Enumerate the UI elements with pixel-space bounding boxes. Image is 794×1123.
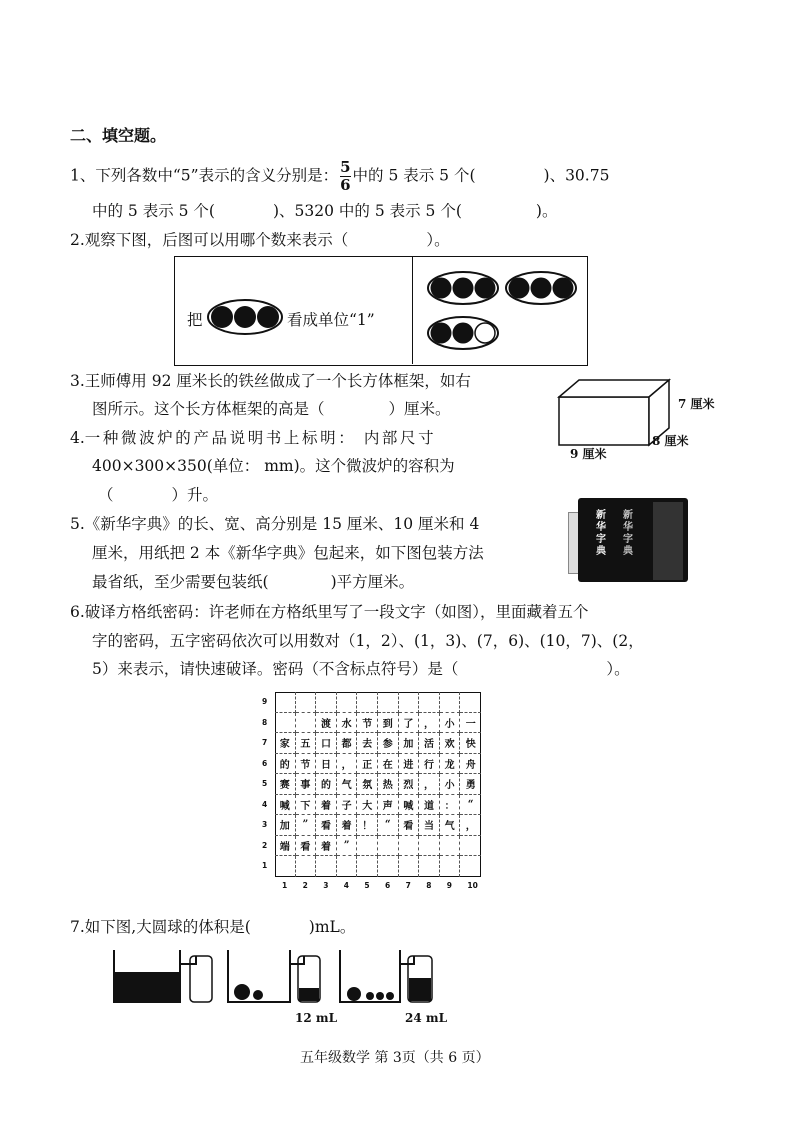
grid-cell: 五 <box>296 733 317 754</box>
grid-cell: ， <box>419 774 440 795</box>
grid-cell <box>399 836 420 857</box>
grid-cell: 到 <box>378 713 399 734</box>
q5-book-title-2: 新华字典 <box>623 510 633 557</box>
q7-label-24ml: 24 mL <box>405 1011 448 1025</box>
question-4-line-1 <box>70 427 436 449</box>
grid-cell: 小 <box>440 713 461 734</box>
question-6-line-3 <box>92 658 630 680</box>
grid-cell <box>316 692 337 713</box>
q1-text-a: 下列各数中“5”表示的含义分别是： <box>95 166 339 185</box>
grid-cell: 当 <box>419 815 440 836</box>
grid-cell: 的 <box>316 774 337 795</box>
grid-cell: 都 <box>337 733 358 754</box>
section-title: 二、填空题。 <box>70 126 167 145</box>
q5-number: 5. <box>70 515 85 533</box>
grid-cell <box>460 856 481 877</box>
grid-cell <box>357 856 378 877</box>
grid-cell: 烈 <box>399 774 420 795</box>
grid-y-label: 2 <box>262 840 268 850</box>
q7-number: 7. <box>70 918 85 936</box>
grid-cell: 小 <box>440 774 461 795</box>
grid-cell <box>378 856 399 877</box>
grid-cell: ， <box>337 754 358 775</box>
grid-cell: 一 <box>460 713 481 734</box>
big-ball <box>234 984 250 1000</box>
q7-beakers-figure <box>108 942 458 1012</box>
question-3-line-2 <box>92 398 451 420</box>
grid-cell: 看 <box>316 815 337 836</box>
q7-text-a: 如下图,大圆球的体积是( <box>84 918 251 936</box>
grid-cell: 节 <box>296 754 317 775</box>
fraction-denominator: 6 <box>340 176 351 194</box>
grid-cell: “ <box>378 815 399 836</box>
grid-y-label: 8 <box>262 717 268 727</box>
beaker-set-3 <box>340 950 432 1002</box>
grid-cell: 快 <box>460 733 481 754</box>
grid-cell: 氛 <box>357 774 378 795</box>
grid-cell: 下 <box>296 795 317 816</box>
q7-label-12ml: 12 mL <box>295 1011 338 1025</box>
q5-books-photo <box>568 492 696 588</box>
question-6-line-2: 字的密码，五字密码依次可以用数对（1，2）、(1，3)、(7，6)、(10，7)、(2， <box>92 632 644 650</box>
grid-cell: 活 <box>419 733 440 754</box>
grid-cell: 水 <box>337 713 358 734</box>
grid-cell: 在 <box>378 754 399 775</box>
grid-cell <box>337 856 358 877</box>
grid-cell: 进 <box>399 754 420 775</box>
q6-text-3b: ）。 <box>606 660 630 678</box>
page-footer: 五年级数学 第 3页（共 6 页） <box>300 1050 490 1066</box>
grid-cell <box>460 692 481 713</box>
grid-cell: 道 <box>419 795 440 816</box>
q3-dim-width: 9 厘米 <box>570 447 607 461</box>
q6-character-grid <box>258 690 498 902</box>
grid-cell: “ <box>460 795 481 816</box>
q4-number: 4. <box>70 429 85 447</box>
q2-number: 2. <box>70 231 85 249</box>
grid-y-label: 7 <box>262 738 268 747</box>
grid-cell <box>399 856 420 877</box>
grid-cell <box>419 856 440 877</box>
q1-text-f: )。 <box>535 202 558 220</box>
grid-x-label: 5 <box>364 880 370 890</box>
grid-cell: 口 <box>316 733 337 754</box>
grid-cell: 勇 <box>460 774 481 795</box>
q5-text-3b: )平方厘米。 <box>330 573 415 591</box>
q3-text-3: ）厘米。 <box>388 400 451 418</box>
question-5-line-2: 厘米，用纸把 2 本《新华字典》包起来，如下图包装方法 <box>92 544 484 562</box>
q3-dim-depth: 8 厘米 <box>652 434 689 448</box>
q6-text-3a: 5）来表示，请快速破译。密码（不含标点符号）是（ <box>92 660 459 678</box>
question-2 <box>70 229 450 251</box>
grid-cell: 气 <box>337 774 358 795</box>
grid-cell: 端 <box>275 836 296 857</box>
grid-x-label: 10 <box>467 880 478 890</box>
grid-y-label: 9 <box>262 697 268 706</box>
q2-label-b: 看成单位“1” <box>287 311 375 329</box>
q5-text-3a: 最省纸，至少需要包装纸( <box>92 573 269 591</box>
small-ball <box>253 990 263 1000</box>
grid-cell <box>296 713 317 734</box>
q4-text-1: 一种微波炉的产品说明书上标明： 内部尺寸 <box>84 429 437 447</box>
grid-cell: 热 <box>378 774 399 795</box>
grid-cell <box>316 856 337 877</box>
grid-cell <box>419 836 440 857</box>
grid-y-label: 3 <box>262 820 268 829</box>
grid-cell <box>378 692 399 713</box>
grid-cell <box>399 692 420 713</box>
q2-result-ovals <box>425 267 585 362</box>
grid-cell: 正 <box>357 754 378 775</box>
grid-x-label: 9 <box>446 880 453 890</box>
grid-cell <box>440 856 461 877</box>
grid-cell: 着 <box>337 815 358 836</box>
grid-x-label: 7 <box>405 880 411 890</box>
grid-cell <box>440 836 461 857</box>
q1-number: 1、 <box>70 166 96 185</box>
question-3-line-1 <box>70 370 471 392</box>
grid-cell: ！ <box>357 815 378 836</box>
grid-x-label: 4 <box>343 880 350 890</box>
grid-cell <box>357 692 378 713</box>
q1-text-b: 中的 5 表示 5 个( <box>352 166 476 185</box>
q2-label-a: 把 <box>187 311 203 329</box>
q3-text-2: 图所示。这个长方体框架的高是（ <box>92 400 325 418</box>
grid-cell: ” <box>337 836 358 857</box>
grid-cell: ： <box>440 795 461 816</box>
q1-text-e: )、5320 中的 5 表示 5 个( <box>272 202 462 220</box>
grid-cell: 声 <box>378 795 399 816</box>
beaker-set-2 <box>228 950 320 1002</box>
grid-cell: 加 <box>399 733 420 754</box>
question-7 <box>70 916 355 938</box>
q1-text-c: )、30.75 <box>543 166 610 185</box>
grid-cell: 节 <box>357 713 378 734</box>
grid-cell: 舟 <box>460 754 481 775</box>
q1-text-d: 中的 5 表示 5 个( <box>92 202 215 220</box>
grid-cell <box>275 713 296 734</box>
q3-number: 3. <box>70 372 85 390</box>
q7-text-b: )mL。 <box>308 918 356 936</box>
grid-cell: 看 <box>296 836 317 857</box>
grid-cell: 着 <box>316 836 337 857</box>
grid-cell: 事 <box>296 774 317 795</box>
question-1-line-2 <box>92 200 557 222</box>
grid-y-label: 1 <box>262 861 268 870</box>
question-4-line-3 <box>98 484 218 506</box>
grid-cell <box>296 856 317 877</box>
grid-cell: 气 <box>440 815 461 836</box>
grid-cell: 欢 <box>440 733 461 754</box>
grid-x-label: 8 <box>426 880 432 890</box>
grid-x-label: 2 <box>302 880 308 890</box>
grid-cell: 子 <box>337 795 358 816</box>
q5-text-1: 《新华字典》的长、宽、高分别是 15 厘米、10 厘米和 4 <box>84 515 480 533</box>
beaker-set-1 <box>114 950 212 1002</box>
q2-text: 观察下图，后图可以用哪个数来表示（ <box>84 231 349 249</box>
grid-cell: 大 <box>357 795 378 816</box>
question-4-line-2: 400×300×350(单位： mm)。这个微波炉的容积为 <box>92 457 455 475</box>
grid-cell <box>296 692 317 713</box>
fraction <box>340 160 350 193</box>
grid-cell <box>460 836 481 857</box>
q3-dim-height: 7 厘米 <box>678 397 715 411</box>
question-5-line-1 <box>70 513 479 535</box>
grid-cell <box>357 836 378 857</box>
q2-divider <box>412 257 413 364</box>
question-1-line-1 <box>70 160 609 193</box>
q2-unit-oval <box>205 297 285 337</box>
q3-text-1: 王师傅用 92 厘米长的铁丝做成了一个长方体框架，如右 <box>84 372 471 390</box>
fraction-numerator: 5 <box>340 158 351 176</box>
grid-cell: 日 <box>316 754 337 775</box>
grid-cell: ， <box>419 713 440 734</box>
grid-y-label: 5 <box>262 779 268 788</box>
grid-cell: 着 <box>316 795 337 816</box>
grid-cell <box>337 692 358 713</box>
grid-cell: ， <box>460 815 481 836</box>
grid-x-label: 6 <box>385 880 391 890</box>
grid-cell: ” <box>296 815 317 836</box>
grid-cell <box>440 692 461 713</box>
grid-cell: 了 <box>399 713 420 734</box>
q6-text-1: 破译方格纸密码：许老师在方格纸里写了一段文字（如图），里面藏着五个 <box>84 603 589 621</box>
grid-cell: 去 <box>357 733 378 754</box>
q4-text-3a: （ <box>98 486 114 504</box>
grid-x-label: 1 <box>282 880 288 890</box>
q2-end: ）。 <box>426 231 450 249</box>
grid-cell: 赛 <box>275 774 296 795</box>
grid-cell: 的 <box>275 754 296 775</box>
q4-text-3b: ）升。 <box>171 486 219 504</box>
grid-cell: 喊 <box>275 795 296 816</box>
grid-x-label: 3 <box>323 880 329 890</box>
q5-book-title: 新华字典 <box>596 510 606 557</box>
q2-figure-box <box>174 256 588 366</box>
grid-cell: 渡 <box>316 713 337 734</box>
grid-cell: 行 <box>419 754 440 775</box>
grid-y-label: 4 <box>262 799 268 809</box>
q6-number: 6. <box>70 603 85 621</box>
grid-cell: 家 <box>275 733 296 754</box>
grid-cell: 参 <box>378 733 399 754</box>
question-6-line-1 <box>70 601 589 623</box>
grid-cell: 看 <box>399 815 420 836</box>
grid-cell <box>275 856 296 877</box>
grid-cell <box>378 836 399 857</box>
grid-y-label: 6 <box>262 758 268 768</box>
grid-cell: 龙 <box>440 754 461 775</box>
grid-cell <box>275 692 296 713</box>
grid-cell: 喊 <box>399 795 420 816</box>
grid-cell <box>419 692 440 713</box>
grid-cell: 加 <box>275 815 296 836</box>
question-5-line-3 <box>92 571 414 593</box>
